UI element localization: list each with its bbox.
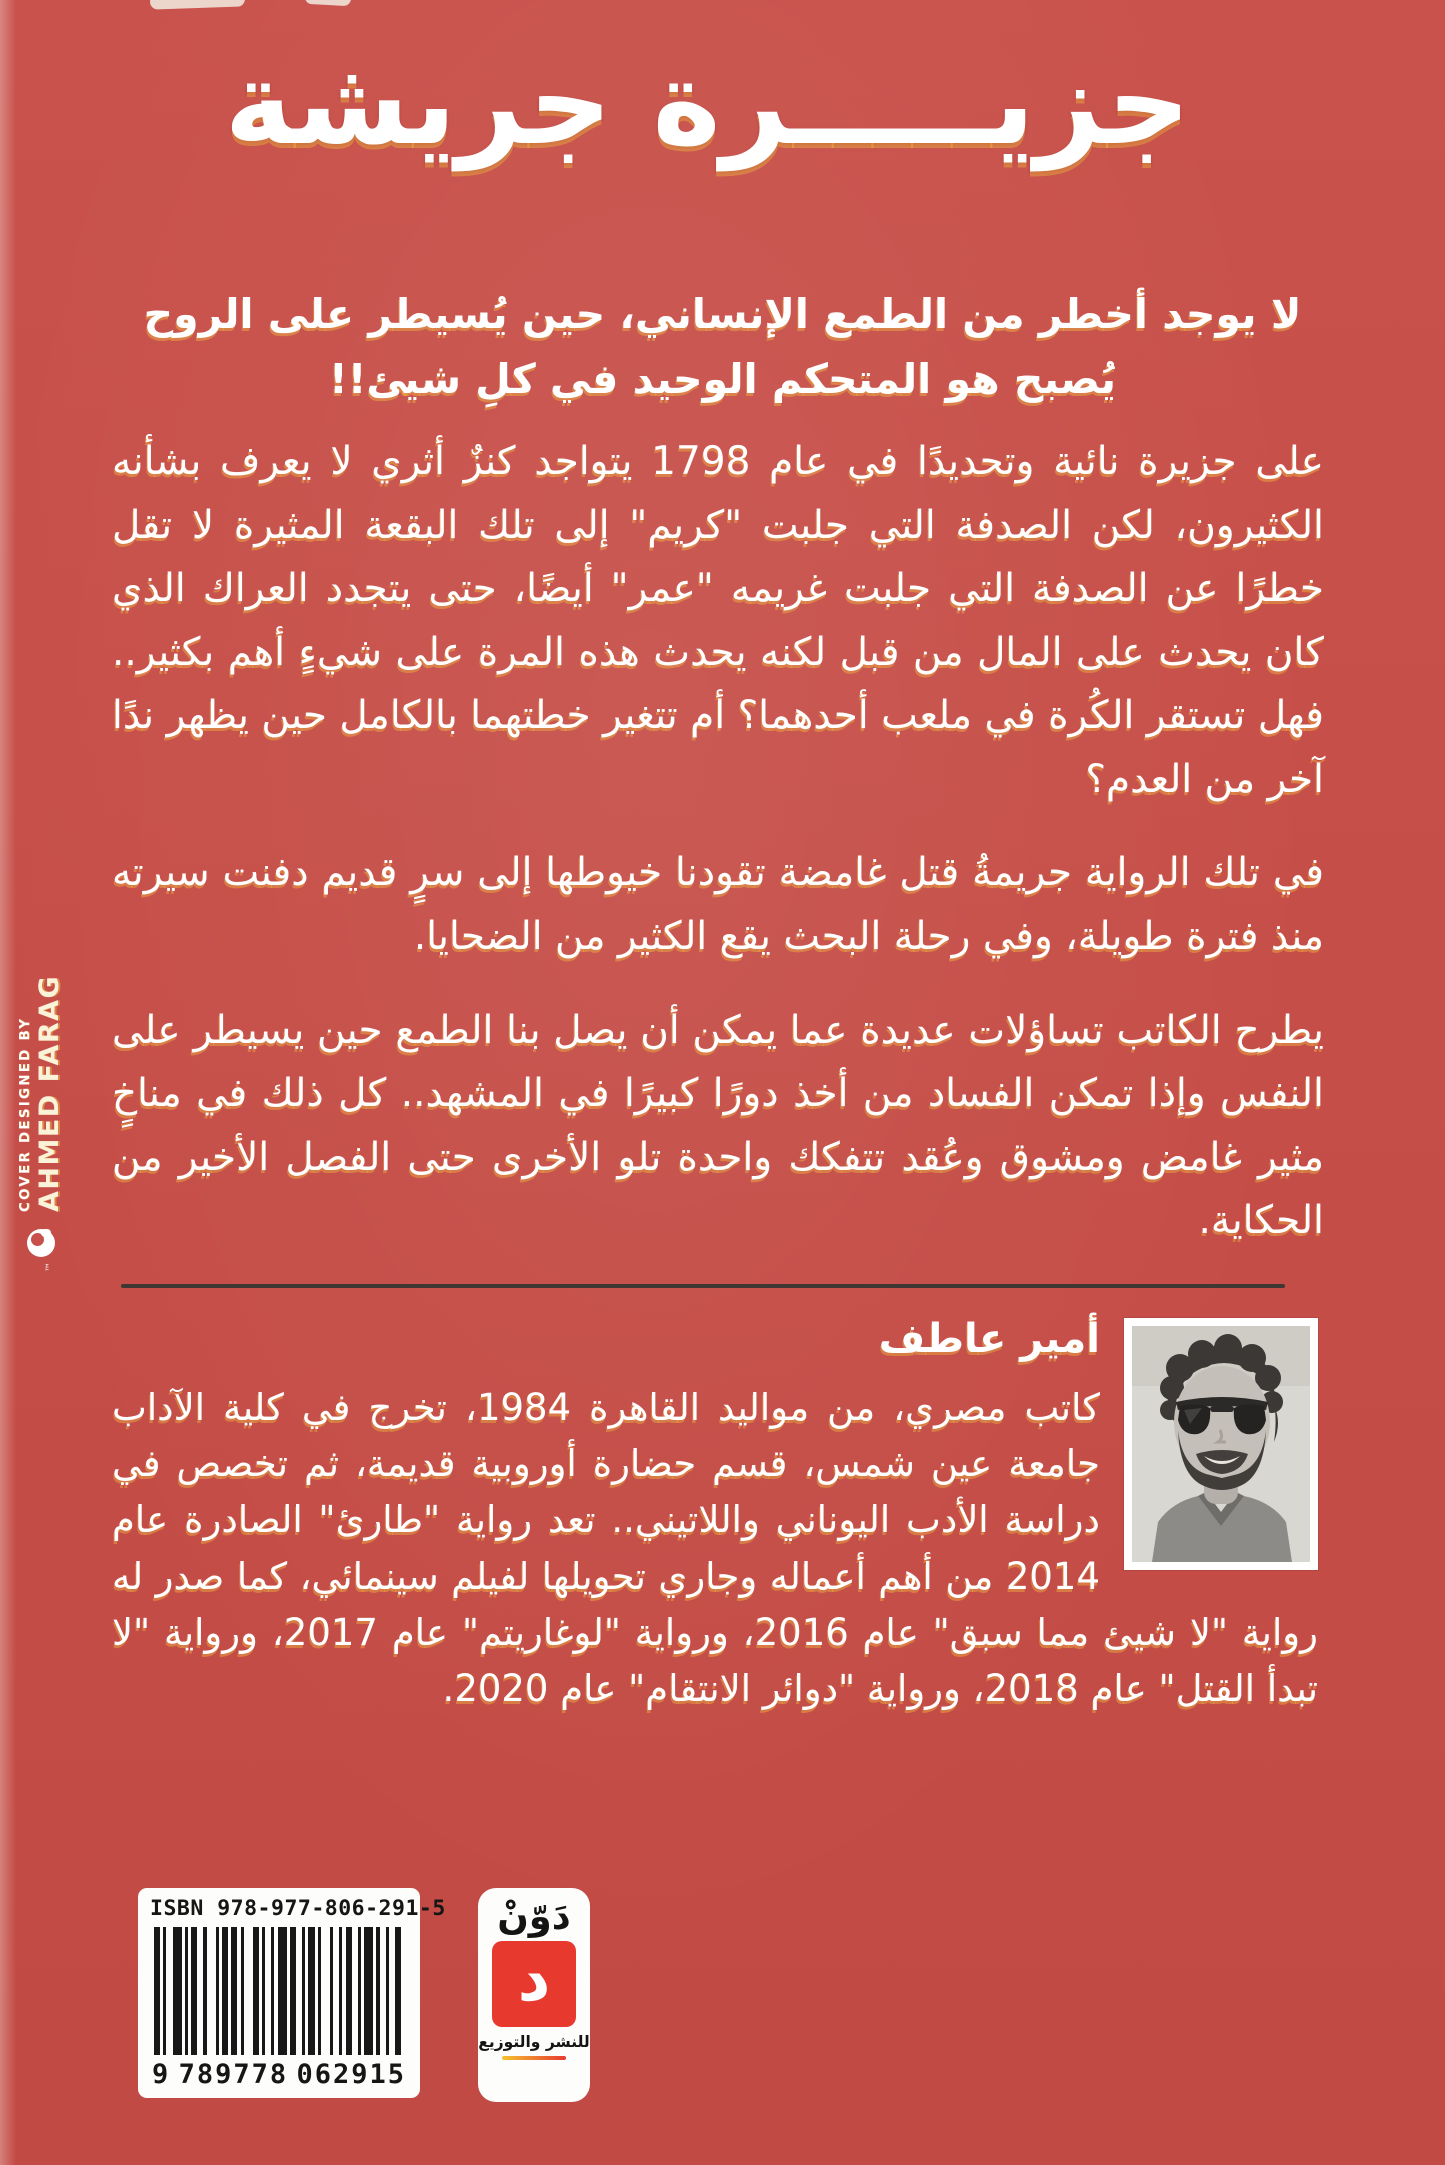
credit-designer-name: AHMED FARAG — [33, 974, 65, 1212]
dal-letter: د — [517, 1941, 551, 2016]
publisher-name: دَوّنْ — [497, 1895, 571, 1938]
author-name: أمير عاطف — [878, 1316, 1100, 1362]
tagline-line-1: لا يوجد أخطر من الطمع الإنساني، حين يُسيطر على الروح — [143, 290, 1302, 338]
barcode-digits — [150, 2059, 408, 2090]
publisher-mark-icon — [492, 1941, 576, 2027]
isbn-barcode — [138, 1888, 446, 2098]
isbn-label: ISBN 978-977-806-291-5 — [150, 1896, 446, 1921]
synopsis — [112, 430, 1324, 1283]
scan-edge-highlight — [0, 0, 16, 2165]
book-tagline — [60, 282, 1385, 412]
author-section — [112, 1312, 1318, 1717]
barcode-digit-first: 9 — [152, 2059, 171, 2090]
designer-logo-icon — [24, 1226, 58, 1272]
publisher-tagline: للنشر والتوزيع — [478, 2032, 590, 2051]
author-bio: كاتب مصري، من مواليد القاهرة 1984، تخرج في كلية الآداب جامعة عين شمس، قسم حضارة أوروبية قديمة، ثم تخصص في دراسة الأدب اليوناني واللاتيني.. تعد رواية "طارئ" الصادرة عام 2014 من أهم أعماله وجاري تحويلها لفيلم سينمائي، كما صدر له رواية "لا شيئ مما سبق" عام 2016، ورواية "لوغاريتم" عام 2017، ورواية "لا تبدأ القتل" عام 2018، ورواية "دوائر الانتقام" عام 2020. — [112, 1386, 1318, 1711]
barcode-bars-icon — [154, 1927, 404, 2055]
barcode-digits-left: 789778 — [178, 2059, 289, 2090]
scan-artifact — [305, 0, 352, 6]
publisher-underline — [502, 2056, 566, 2060]
trademark-symbol: ™ — [45, 1262, 57, 1272]
section-divider — [121, 1284, 1285, 1288]
synopsis-paragraph: في تلك الرواية جريمةُ قتل غامضة تقودنا خيوطها إلى سرٍ قديم دفنت سيرته منذ فترة طويلة، وفي رحلة البحث يقع الكثير من الضحايا. — [112, 850, 1324, 959]
scan-artifact — [150, 0, 245, 10]
author-photo-image — [1132, 1326, 1310, 1562]
synopsis-paragraph: يطرح الكاتب تساؤلات عديدة عما يمكن أن يصل بنا الطمع حين يسيطر على النفس وإذا تمكن الفساد من أخذ دورًا كبيرًا في المشهد.. كل ذلك في مناخٍ مثير غامض ومشوق وعُقد تتفكك واحدة تلو الأخرى حتى الفصل الأخير من الحكاية. — [112, 1007, 1324, 1244]
publisher-logo — [478, 1888, 590, 2102]
cover-credit — [18, 975, 65, 1272]
book-title: جزيـــــرة جريشة — [224, 36, 1191, 171]
credit-small-label: COVER DESIGNED BY — [17, 1016, 33, 1212]
synopsis-paragraph: على جزيرة نائية وتحديدًا في عام 1798 يتواجد كنزٌ أثري لا يعرف بشأنه الكثيرون، لكن الصدفة التي جلبت "كريم" إلى تلك البقعة المثيرة لا تقل خطرًا عن الصدفة التي جلبت غريمه "عمر" أيضًا، حتى يتجدد العراك الذي كان يحدث على المال من قبل لكنه يحدث هذه المرة على شيءٍ أهم بكثير.. فهل تستقر الكُرة في ملعب أحدهما؟ أم تتغير خطتهما بالكامل حين يظهر ندًا آخر من العدم؟ — [112, 439, 1325, 802]
barcode-digits-right: 062915 — [296, 2059, 406, 2090]
author-photo — [1124, 1318, 1318, 1570]
tagline-line-2: يُصبح هو المتحكم الوحيد في كلِ شيئ!! — [329, 354, 1116, 403]
